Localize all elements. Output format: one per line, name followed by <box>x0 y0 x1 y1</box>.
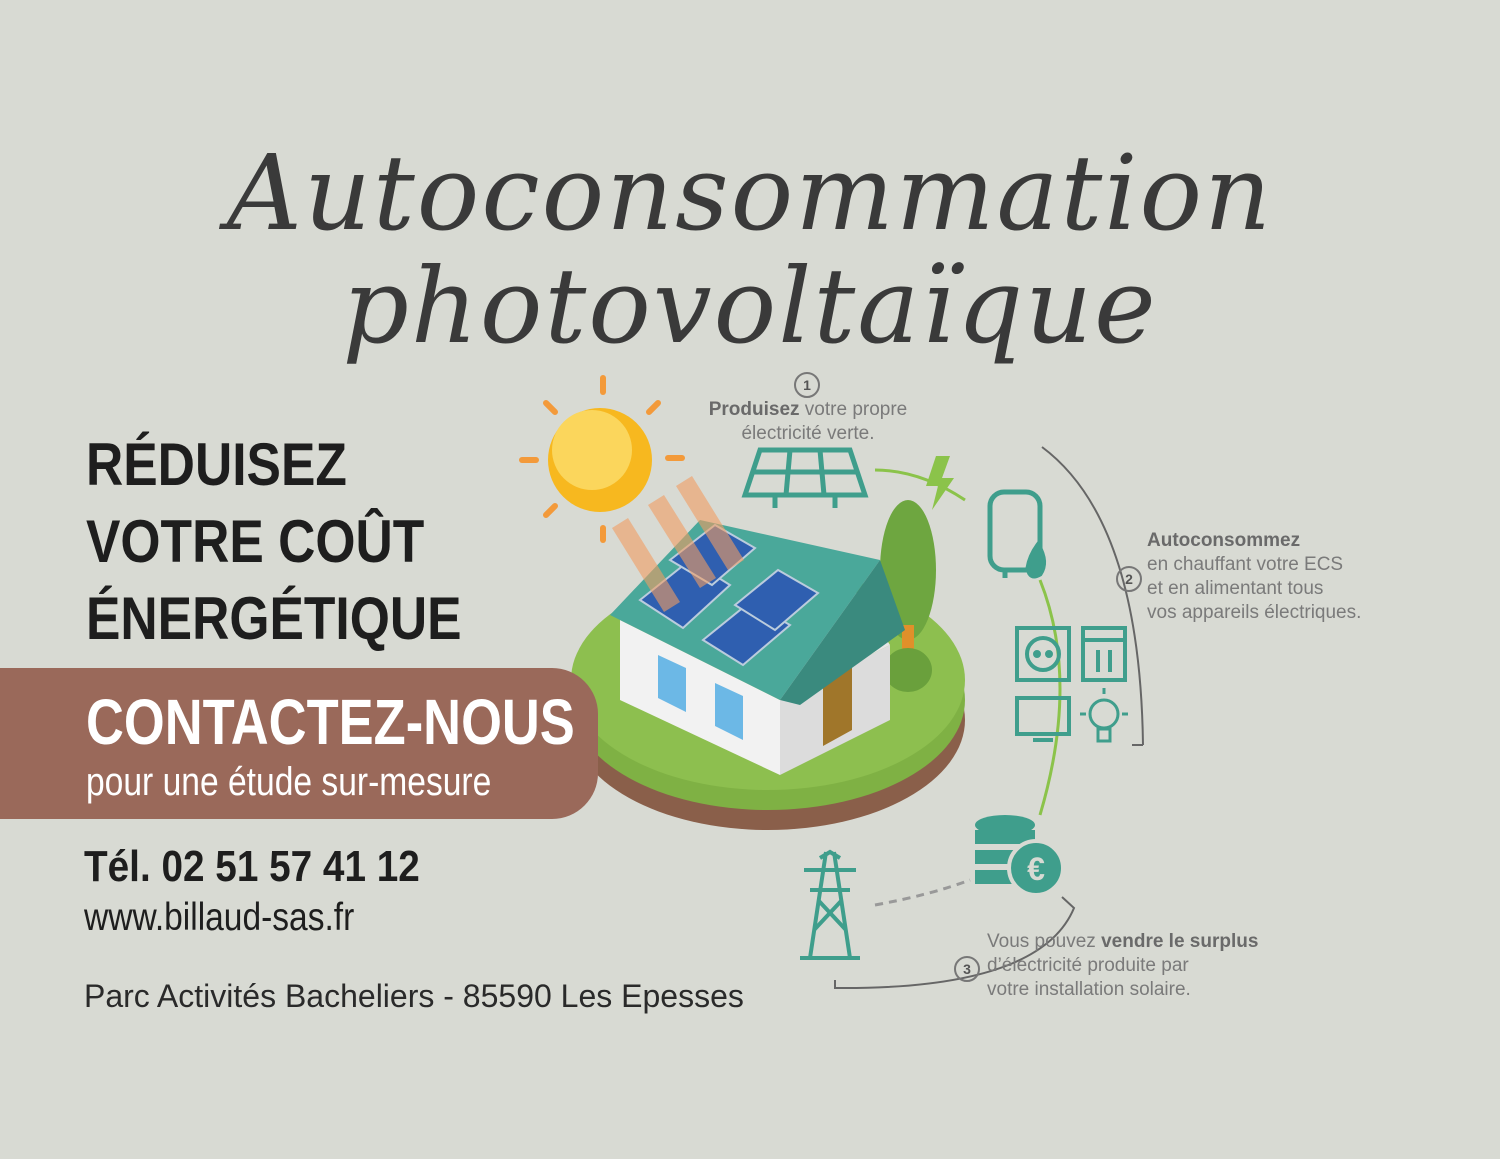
step-3-pre: Vous pouvez <box>987 931 1102 952</box>
step-2-line3: et en alimentant tous <box>1147 578 1324 599</box>
step-2-line2: en chauffant votre ECS <box>1147 554 1344 575</box>
step-1-text <box>693 398 923 446</box>
step-2-bold: Autoconsommez <box>1147 530 1301 551</box>
website-link[interactable]: www.billaud-sas.fr <box>84 896 355 939</box>
step-1-line2: électricité verte. <box>741 423 875 444</box>
house-icon <box>571 476 965 830</box>
headline-line-1: RÉDUISEZ <box>86 431 347 498</box>
step-1-number: 1 <box>794 372 820 398</box>
lightning-icon <box>926 456 954 510</box>
step-2-text <box>1147 529 1361 625</box>
headline-line-3: ÉNERGÉTIQUE <box>86 585 462 652</box>
solar-panel-icon <box>745 450 865 508</box>
address: Parc Activités Bacheliers - 85590 Les Epesses <box>84 978 744 1014</box>
step-3-number: 3 <box>954 956 980 982</box>
contact-subtitle: pour une étude sur-mesure <box>86 760 492 804</box>
power-pylon-icon <box>800 852 860 958</box>
title-line-1: Autoconsommation <box>226 132 1274 254</box>
step-3-line3: votre installation solaire. <box>987 979 1191 1000</box>
phone-number[interactable]: Tél. 02 51 57 41 12 <box>84 842 420 891</box>
step-3-text <box>987 930 1258 1002</box>
tv-icon <box>1017 698 1069 740</box>
title-line-2: photovoltaïque <box>342 245 1158 367</box>
step-2-number: 2 <box>1116 566 1142 592</box>
contact-banner[interactable] <box>0 668 598 819</box>
socket-icon <box>1017 628 1069 680</box>
step-1-rest: votre propre <box>799 399 908 420</box>
lightbulb-icon <box>1080 688 1128 741</box>
step-2-line4: vos appareils électriques. <box>1147 602 1362 623</box>
oven-icon <box>1083 628 1125 680</box>
coins-euro-icon <box>975 815 1063 895</box>
water-heater-icon <box>990 492 1044 578</box>
step-3-line2: d’électricité produite par <box>987 955 1189 976</box>
step-3-bold: vendre le surplus <box>1101 931 1259 952</box>
svg-text:€: € <box>1027 851 1045 887</box>
contact-cta: CONTACTEZ-NOUS <box>86 686 575 758</box>
headline-line-2: VOTRE COÛT <box>86 508 425 575</box>
step-1-bold: Produisez <box>708 399 800 420</box>
